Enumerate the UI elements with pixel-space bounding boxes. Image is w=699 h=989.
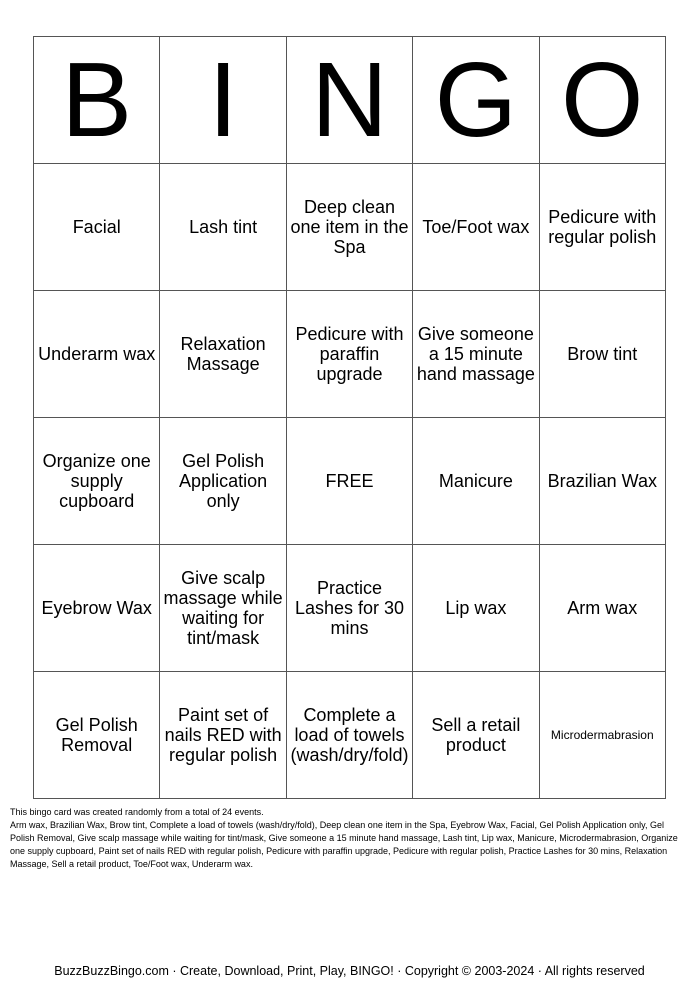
bingo-cell: Pedicure with regular polish: [539, 164, 665, 291]
header-letter-b: B: [34, 37, 160, 164]
bingo-cell: Arm wax: [539, 545, 665, 672]
bingo-cell: Underarm wax: [34, 291, 160, 418]
bingo-cell: Brow tint: [539, 291, 665, 418]
bingo-cell: Brazilian Wax: [539, 418, 665, 545]
bingo-cell: Manicure: [413, 418, 539, 545]
bingo-cell: Deep clean one item in the Spa: [286, 164, 412, 291]
bingo-cell: Eyebrow Wax: [34, 545, 160, 672]
bingo-card: [33, 36, 666, 799]
card-info-intro: This bingo card was created randomly from a total of 24 events.: [10, 807, 264, 817]
bingo-cell: Toe/Foot wax: [413, 164, 539, 291]
bingo-cell: Complete a load of towels (wash/dry/fold): [286, 672, 412, 799]
bingo-row-3: [34, 418, 666, 545]
bingo-cell: Pedicure with paraffin upgrade: [286, 291, 412, 418]
site-footer: BuzzBuzzBingo.com · Create, Download, Print, Play, BINGO! · Copyright © 2003-2024 · All rights reserved: [54, 964, 645, 978]
bingo-cell: Gel Polish Application only: [160, 418, 286, 545]
free-space-cell: FREE: [286, 418, 412, 545]
bingo-row-1: [34, 164, 666, 291]
bingo-row-5: [34, 672, 666, 799]
bingo-cell: Relaxation Massage: [160, 291, 286, 418]
header-letter-o: O: [539, 37, 665, 164]
header-letter-g: G: [413, 37, 539, 164]
bingo-cell: Paint set of nails RED with regular polish: [160, 672, 286, 799]
bingo-cell: Give scalp massage while waiting for tint/mask: [160, 545, 286, 672]
bingo-row-4: [34, 545, 666, 672]
header-letter-i: I: [160, 37, 286, 164]
bingo-cell: Organize one supply cupboard: [34, 418, 160, 545]
card-info-event-list: Arm wax, Brazilian Wax, Brow tint, Complete a load of towels (wash/dry/fold), Deep clean one item in the Spa, Eyebrow Wax, Facial, Gel Polish Application only, Gel Polish Removal, Give scalp massage while waiting for tint/mask, Give someone a 15 minute hand massage, Lash tint, Lip wax, Manicure, Microdermabrasion, Organize one supply cupboard, Paint set of nails RED with regular polish, Pedicure with paraffin upgrade, Pedicure with regular polish, Practice Lashes for 30 mins, Relaxation Massage, Sell a retail product, Toe/Foot wax, Underarm wax.: [10, 820, 678, 869]
bingo-row-2: [34, 291, 666, 418]
card-info: [10, 806, 690, 871]
bingo-cell: Practice Lashes for 30 mins: [286, 545, 412, 672]
bingo-cell: Sell a retail product: [413, 672, 539, 799]
bingo-cell: Lip wax: [413, 545, 539, 672]
bingo-cell: Give someone a 15 minute hand massage: [413, 291, 539, 418]
bingo-cell: Lash tint: [160, 164, 286, 291]
bingo-cell: Microdermabrasion: [539, 672, 665, 799]
header-letter-n: N: [286, 37, 412, 164]
bingo-cell: Facial: [34, 164, 160, 291]
bingo-header-row: [34, 37, 666, 164]
bingo-cell: Gel Polish Removal: [34, 672, 160, 799]
